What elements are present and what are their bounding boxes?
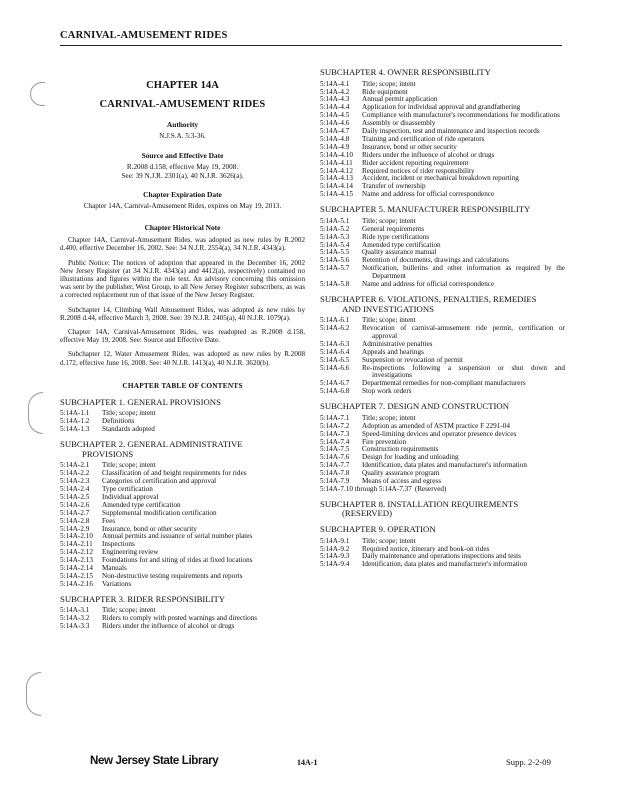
subchapter-heading	[60, 398, 305, 408]
section-title: Required notice, itinerary and book-on rides	[362, 544, 490, 553]
section-title: Training and certification of ride operators	[362, 134, 485, 143]
toc-entry[interactable]	[320, 89, 565, 97]
section-title: Suspension or revocation of permit	[362, 355, 464, 364]
section-title: Standards adopted	[102, 425, 155, 434]
section-number: 5:14A-4.9	[320, 142, 350, 151]
section-list	[60, 410, 305, 434]
section-title: Engineering review	[102, 548, 159, 557]
section-title: Categories of certification and approval	[102, 477, 217, 486]
toc-entry[interactable]	[320, 365, 565, 381]
section-title: Inspections	[102, 540, 135, 549]
subchapter-title-continued: AND INVESTIGATIONS	[342, 303, 434, 314]
left-column	[60, 68, 305, 631]
authority-heading: Authority	[166, 120, 199, 129]
section-title: Revocation of carnival-amusement ride permit, certification or approval	[362, 324, 565, 340]
toc-entry[interactable]	[320, 265, 565, 281]
section-number: 5:14A-4.11	[320, 158, 353, 167]
source-line: See: 39 N.J.R. 2301(a), 40 N.J.R. 3626(a).	[121, 171, 244, 180]
library-watermark: New Jersey State Library	[90, 754, 219, 767]
section-number: 5:14A-4.7	[320, 127, 350, 136]
section-number: 5:14A-2.3	[60, 477, 90, 486]
toc-entry[interactable]	[60, 581, 305, 589]
section-number: 5:14A-6.7	[320, 379, 350, 388]
section-list	[320, 317, 565, 396]
toc-entry[interactable]	[320, 218, 565, 226]
subchapter-heading	[60, 595, 305, 605]
section-list	[320, 81, 565, 200]
toc-entry[interactable]	[320, 281, 565, 289]
history-paragraph: Chapter 14A, Carnival-Amusement Rides, was readopted as R.2008 d.158, effective May 19, 2008. See: Source and Effective Date.	[60, 328, 305, 345]
toc-entry[interactable]	[320, 561, 565, 569]
toc-entry[interactable]	[320, 242, 565, 250]
toc-entry[interactable]	[60, 623, 305, 631]
toc-entry[interactable]	[60, 478, 305, 486]
section-title: Rider accident reporting requirement	[362, 158, 469, 167]
section-number: 5:14A-6.2	[320, 324, 350, 333]
toc-left	[60, 398, 305, 631]
section-number: 5:14A-6.4	[320, 347, 350, 356]
section-number: 5:14A-2.6	[60, 500, 90, 509]
toc-entry[interactable]	[320, 81, 565, 89]
section-list	[60, 607, 305, 631]
section-title: Re-inspections following a suspension or shut down and investigations	[362, 363, 565, 380]
toc-entry[interactable]	[320, 439, 565, 447]
binder-hole-mark	[28, 392, 43, 434]
section-number: 5:14A-5.5	[320, 248, 350, 257]
section-title: (Reserved)	[414, 484, 447, 493]
section-title: Design for loading and unloading	[362, 453, 459, 462]
section-number: 5:14A-1.2	[60, 417, 90, 426]
section-title: Stop work orders	[362, 387, 412, 396]
section-title: Individual approval	[102, 492, 159, 501]
section-title: Quality assurance program	[362, 469, 440, 478]
section-title: Ride equipment	[362, 87, 408, 96]
history-paragraph: Subchapter 14, Climbing Wall Amusement Rides, was adopted as new rules by R.2008 d.44, effective March 3, 2008. See: 39 N.J.R. 2405(a), 40 N.J.R. 1079(a).	[60, 305, 305, 322]
section-number: 5:14A-4.14	[320, 182, 353, 191]
section-number: 5:14A-9.1	[320, 536, 350, 545]
section-title: Variations	[102, 579, 132, 588]
section-title: Title; scope; intent	[362, 216, 416, 225]
section-number: 5:14A-2.15	[60, 572, 93, 581]
section-number: 5:14A-7.6	[320, 453, 350, 462]
section-list	[60, 462, 305, 589]
subchapter-title: SUBCHAPTER 5. MANUFACTURER RESPONSIBILITY	[320, 204, 531, 215]
subchapter-title: SUBCHAPTER 3. RIDER RESPONSIBILITY	[60, 593, 226, 604]
section-number: 5:14A-7.9	[320, 477, 350, 486]
section-title: Adoption as amended of ASTM practice F 2291-04	[362, 421, 510, 430]
section-number: 5:14A-7.1	[320, 413, 350, 422]
section-title: Manuals	[102, 564, 127, 573]
section-number: 5:14A-2.16	[60, 579, 93, 588]
section-number: 5:14A-3.3	[60, 622, 90, 631]
section-title: Name and address for official correspondence	[362, 190, 495, 199]
subchapter-title: SUBCHAPTER 7. DESIGN AND CONSTRUCTION	[320, 401, 509, 412]
section-number: 5:14A-5.2	[320, 224, 350, 233]
toc-entry[interactable]	[320, 470, 565, 478]
section-title: Name and address for official correspondence	[362, 280, 495, 289]
toc-entry[interactable]	[60, 426, 305, 434]
section-number: 5:14A-6.8	[320, 387, 350, 396]
chapter-name: CARNIVAL-AMUSEMENT RIDES	[99, 99, 266, 110]
section-number: 5:14A-3.2	[60, 614, 90, 623]
subchapter-heading	[320, 525, 565, 535]
section-list	[320, 218, 565, 289]
section-number: 5:14A-5.7	[320, 264, 350, 273]
toc-entry[interactable]	[60, 557, 305, 565]
section-number: 5:14A-2.1	[60, 461, 90, 470]
section-number: 5:14A-9.4	[320, 560, 350, 569]
section-number: 5:14A-7.3	[320, 429, 350, 438]
section-title: Application for individual approval and grandfathering	[362, 103, 521, 112]
section-number: 5:14A-4.6	[320, 119, 350, 128]
section-title: Amended type certification	[362, 240, 441, 249]
expiration-text: Chapter 14A, Carnival-Amusement Rides, expires on May 19, 2013.	[83, 202, 282, 211]
header-rule	[60, 45, 562, 46]
section-title: Non-destructive testing requirements and reports	[102, 572, 243, 581]
section-title: Appeals and hearings	[362, 347, 424, 356]
section-number: 5:14A-4.5	[320, 111, 350, 120]
section-title: Daily inspection, test and maintenance and inspection records	[362, 127, 540, 136]
section-number: 5:14A-4.1	[320, 79, 350, 88]
subchapter-title: SUBCHAPTER 2. GENERAL ADMINISTRATIVE	[60, 439, 243, 450]
section-number: 5:14A-4.10	[320, 150, 353, 159]
section-number: 5:14A-4.4	[320, 103, 350, 112]
section-title: Title; scope; intent	[362, 536, 416, 545]
history-paragraph: Public Notice: The notices of adoption that appeared in the December 16, 2002 New Jersey Register (at 34 N.J.R. 4343(a) and 4412(a), respectively) contained no illustrations and figures within the rule text. An advisory concerning this omission was sent by the publisher, West Group, to all New Jersey Register subscribers, as was a corrected replacement run of that issue of the New Jersey Register.	[60, 258, 305, 300]
subchapter-heading	[320, 68, 565, 78]
source-heading: Source and Effective Date	[141, 150, 224, 160]
section-number: 5:14A-2.7	[60, 508, 90, 517]
section-title: Transfer of ownership	[362, 182, 426, 191]
section-title: Identification, data plates and manufacturer's information	[362, 461, 527, 470]
section-title: Notification, bulletins and other information as required by the Department	[362, 264, 565, 281]
section-title: Classification of and height requirements for rides	[102, 469, 247, 478]
section-title: Amended type certification	[102, 500, 181, 509]
section-title: Insurance, bond or other security	[102, 524, 197, 533]
section-number: 5:14A-7.8	[320, 469, 350, 478]
section-number: 5:14A-6.6	[320, 363, 350, 372]
section-title: Identification, data plates and manufacturer's information	[362, 560, 527, 569]
subchapter-title: SUBCHAPTER 6. VIOLATIONS, PENALTIES, REMEDIES	[320, 293, 537, 304]
section-number: 5:14A-3.1	[60, 606, 90, 615]
page-number: 14A-1	[297, 758, 318, 767]
subchapter-title: SUBCHAPTER 9. OPERATION	[320, 524, 436, 535]
section-title: Assembly or disassembly	[362, 119, 436, 128]
section-title: Title; scope; intent	[102, 409, 156, 418]
section-number: 5:14A-4.3	[320, 95, 350, 104]
section-number: 5:14A-6.3	[320, 339, 350, 348]
section-number: 5:14A-9.3	[320, 552, 350, 561]
subchapter-heading	[60, 440, 305, 459]
supplement-date: Supp. 2-2-09	[506, 757, 551, 767]
section-title: Accident, incident or mechanical breakdown reporting	[362, 174, 519, 183]
subchapter-title: SUBCHAPTER 8. INSTALLATION REQUIREMENTS	[320, 498, 519, 509]
section-number: 5:14A-4.15	[320, 190, 353, 199]
section-number: 5:14A-4.2	[320, 87, 350, 96]
toc-entry[interactable]	[320, 191, 565, 199]
right-column	[320, 68, 565, 569]
toc-entry[interactable]	[320, 112, 565, 120]
toc-entry[interactable]	[320, 486, 565, 494]
section-number: 5:14A-7.7	[320, 461, 350, 470]
subchapter-title-continued: (RESERVED)	[342, 508, 392, 519]
section-number: 5:14A-7.2	[320, 421, 350, 430]
section-number: 5:14A-7.5	[320, 445, 350, 454]
section-title: Title; scope; intent	[362, 413, 416, 422]
subchapter-heading	[320, 500, 565, 519]
subchapter-heading	[320, 402, 565, 412]
section-title: Title; scope; intent	[102, 461, 156, 470]
section-title: Title; scope; intent	[362, 79, 416, 88]
section-number: 5:14A-5.8	[320, 280, 350, 289]
history-paragraph: Chapter 14A, Carnival-Amusement Rides, was adopted as new rules by R.2002 d.400, effective December 16, 2002. See: 34 N.J.R. 2554(a), 34 N.J.R. 4343(a).	[60, 236, 305, 253]
section-number: 5:14A-2.9	[60, 524, 90, 533]
section-title: Compliance with manufacturer's recommendations for modifications	[362, 111, 560, 120]
section-number: 5:14A-2.10	[60, 532, 93, 541]
section-title: Fire prevention	[362, 437, 407, 446]
section-title: Annual permit application	[362, 95, 438, 104]
toc-entry[interactable]	[320, 380, 565, 388]
section-title: Required notices of rider responsibility	[362, 166, 475, 175]
section-number: 5:14A-5.3	[320, 232, 350, 241]
toc-entry[interactable]	[320, 462, 565, 470]
section-title: General requirements	[362, 224, 425, 233]
subchapter-heading	[320, 295, 565, 314]
section-title: Insurance, bond or other security	[362, 142, 457, 151]
toc-entry[interactable]	[320, 341, 565, 349]
section-title: Annual permits and issuance of serial number plates	[102, 532, 253, 541]
section-number: 5:14A-7.10 through 5:14A-7.37	[320, 484, 412, 493]
toc-entry[interactable]	[60, 418, 305, 426]
section-title: Quality assurance manual	[362, 248, 437, 257]
section-number: 5:14A-2.12	[60, 548, 93, 557]
history-paragraph: Subchapter 12, Water Amusement Rides, was adopted as new rules by R.2008 d.172, effective June 16, 2008. See: 40 N.J.R. 1413(a), 40 N.J.R. 3620(b).	[60, 350, 305, 367]
section-number: 5:14A-2.5	[60, 492, 90, 501]
section-number: 5:14A-2.14	[60, 564, 93, 573]
section-title: Definitions	[102, 417, 135, 426]
subchapter-title-continued: PROVISIONS	[82, 448, 134, 459]
section-number: 5:14A-1.3	[60, 425, 90, 434]
toc-entry[interactable]	[60, 486, 305, 494]
section-number: 5:14A-5.1	[320, 216, 350, 225]
section-title: Daily maintenance and operations inspections and tests	[362, 552, 521, 561]
section-number: 5:14A-1.1	[60, 409, 90, 418]
binder-hole-mark	[30, 82, 45, 106]
section-title: Title; scope; intent	[102, 606, 156, 615]
section-number: 5:14A-5.6	[320, 256, 350, 265]
section-number: 5:14A-6.5	[320, 355, 350, 364]
expiration-heading: Chapter Expiration Date	[143, 190, 222, 200]
toc-entry[interactable]	[320, 388, 565, 396]
section-number: 5:14A-2.11	[60, 540, 93, 549]
section-number: 5:14A-2.4	[60, 485, 90, 494]
section-title: Means of access and egress	[362, 477, 442, 486]
toc-entry[interactable]	[320, 175, 565, 183]
section-title: Fees	[102, 516, 116, 525]
binder-hole-mark	[26, 672, 41, 716]
source-line: R.2008 d.158, effective May 19, 2008.	[126, 162, 239, 171]
toc-right	[320, 68, 565, 569]
history-heading: Chapter Historical Note	[144, 223, 221, 233]
section-number: 5:14A-2.8	[60, 516, 90, 525]
toc-entry[interactable]	[60, 573, 305, 581]
subchapter-title: SUBCHAPTER 1. GENERAL PROVISIONS	[60, 396, 221, 407]
toc-entry[interactable]	[320, 226, 565, 234]
section-number: 5:14A-6.1	[320, 316, 350, 325]
section-number: 5:14A-2.13	[60, 556, 93, 565]
section-title: Departmental remedies for non-compliant manufacturers	[362, 379, 526, 388]
section-number: 5:14A-4.8	[320, 134, 350, 143]
section-number: 5:14A-5.4	[320, 240, 350, 249]
section-title: Administrative penalties	[362, 339, 433, 348]
section-title: Foundations for and siting of rides at fixed locations	[102, 556, 253, 565]
section-number: 5:14A-2.2	[60, 469, 90, 478]
authority-text: N.J.S.A. 5:3-36.	[159, 132, 206, 140]
section-title: Title; scope; intent	[362, 316, 416, 325]
toc-entry[interactable]	[320, 325, 565, 341]
toc-entry[interactable]	[60, 533, 305, 541]
section-number: 5:14A-4.12	[320, 166, 353, 175]
toc-entry[interactable]	[60, 510, 305, 518]
section-number: 5:14A-7.4	[320, 437, 350, 446]
toc-entry[interactable]	[60, 541, 305, 549]
section-title: Type certification	[102, 485, 153, 494]
section-title: Ride type certifications	[362, 232, 430, 241]
section-number: 5:14A-9.2	[320, 544, 350, 553]
toc-title: CHAPTER TABLE OF CONTENTS	[122, 380, 243, 390]
section-list	[320, 415, 565, 494]
section-title: Speed-limiting devices and operator presence devices	[362, 429, 517, 438]
toc-entry[interactable]	[60, 494, 305, 502]
section-title: Riders under the influence of alcohol or drugs	[362, 150, 495, 159]
section-list	[320, 538, 565, 570]
toc-entry[interactable]	[320, 431, 565, 439]
toc-entry[interactable]	[320, 234, 565, 242]
section-title: Riders under the influence of alcohol or drugs	[102, 622, 235, 631]
chapter-label: CHAPTER 14A	[146, 80, 219, 91]
toc-entry[interactable]	[60, 410, 305, 418]
subchapter-heading	[320, 205, 565, 215]
section-title: Construction requirements	[362, 445, 439, 454]
subchapter-title: SUBCHAPTER 4. OWNER RESPONSIBILITY	[320, 67, 491, 77]
section-number: 5:14A-4.13	[320, 174, 353, 183]
section-title: Riders to comply with posted warnings and directions	[102, 614, 258, 623]
section-title: Supplemental modification certification	[102, 508, 217, 517]
running-header: CARNIVAL-AMUSEMENT RIDES	[60, 30, 228, 41]
section-title: Retention of documents, drawings and calculations	[362, 256, 509, 265]
